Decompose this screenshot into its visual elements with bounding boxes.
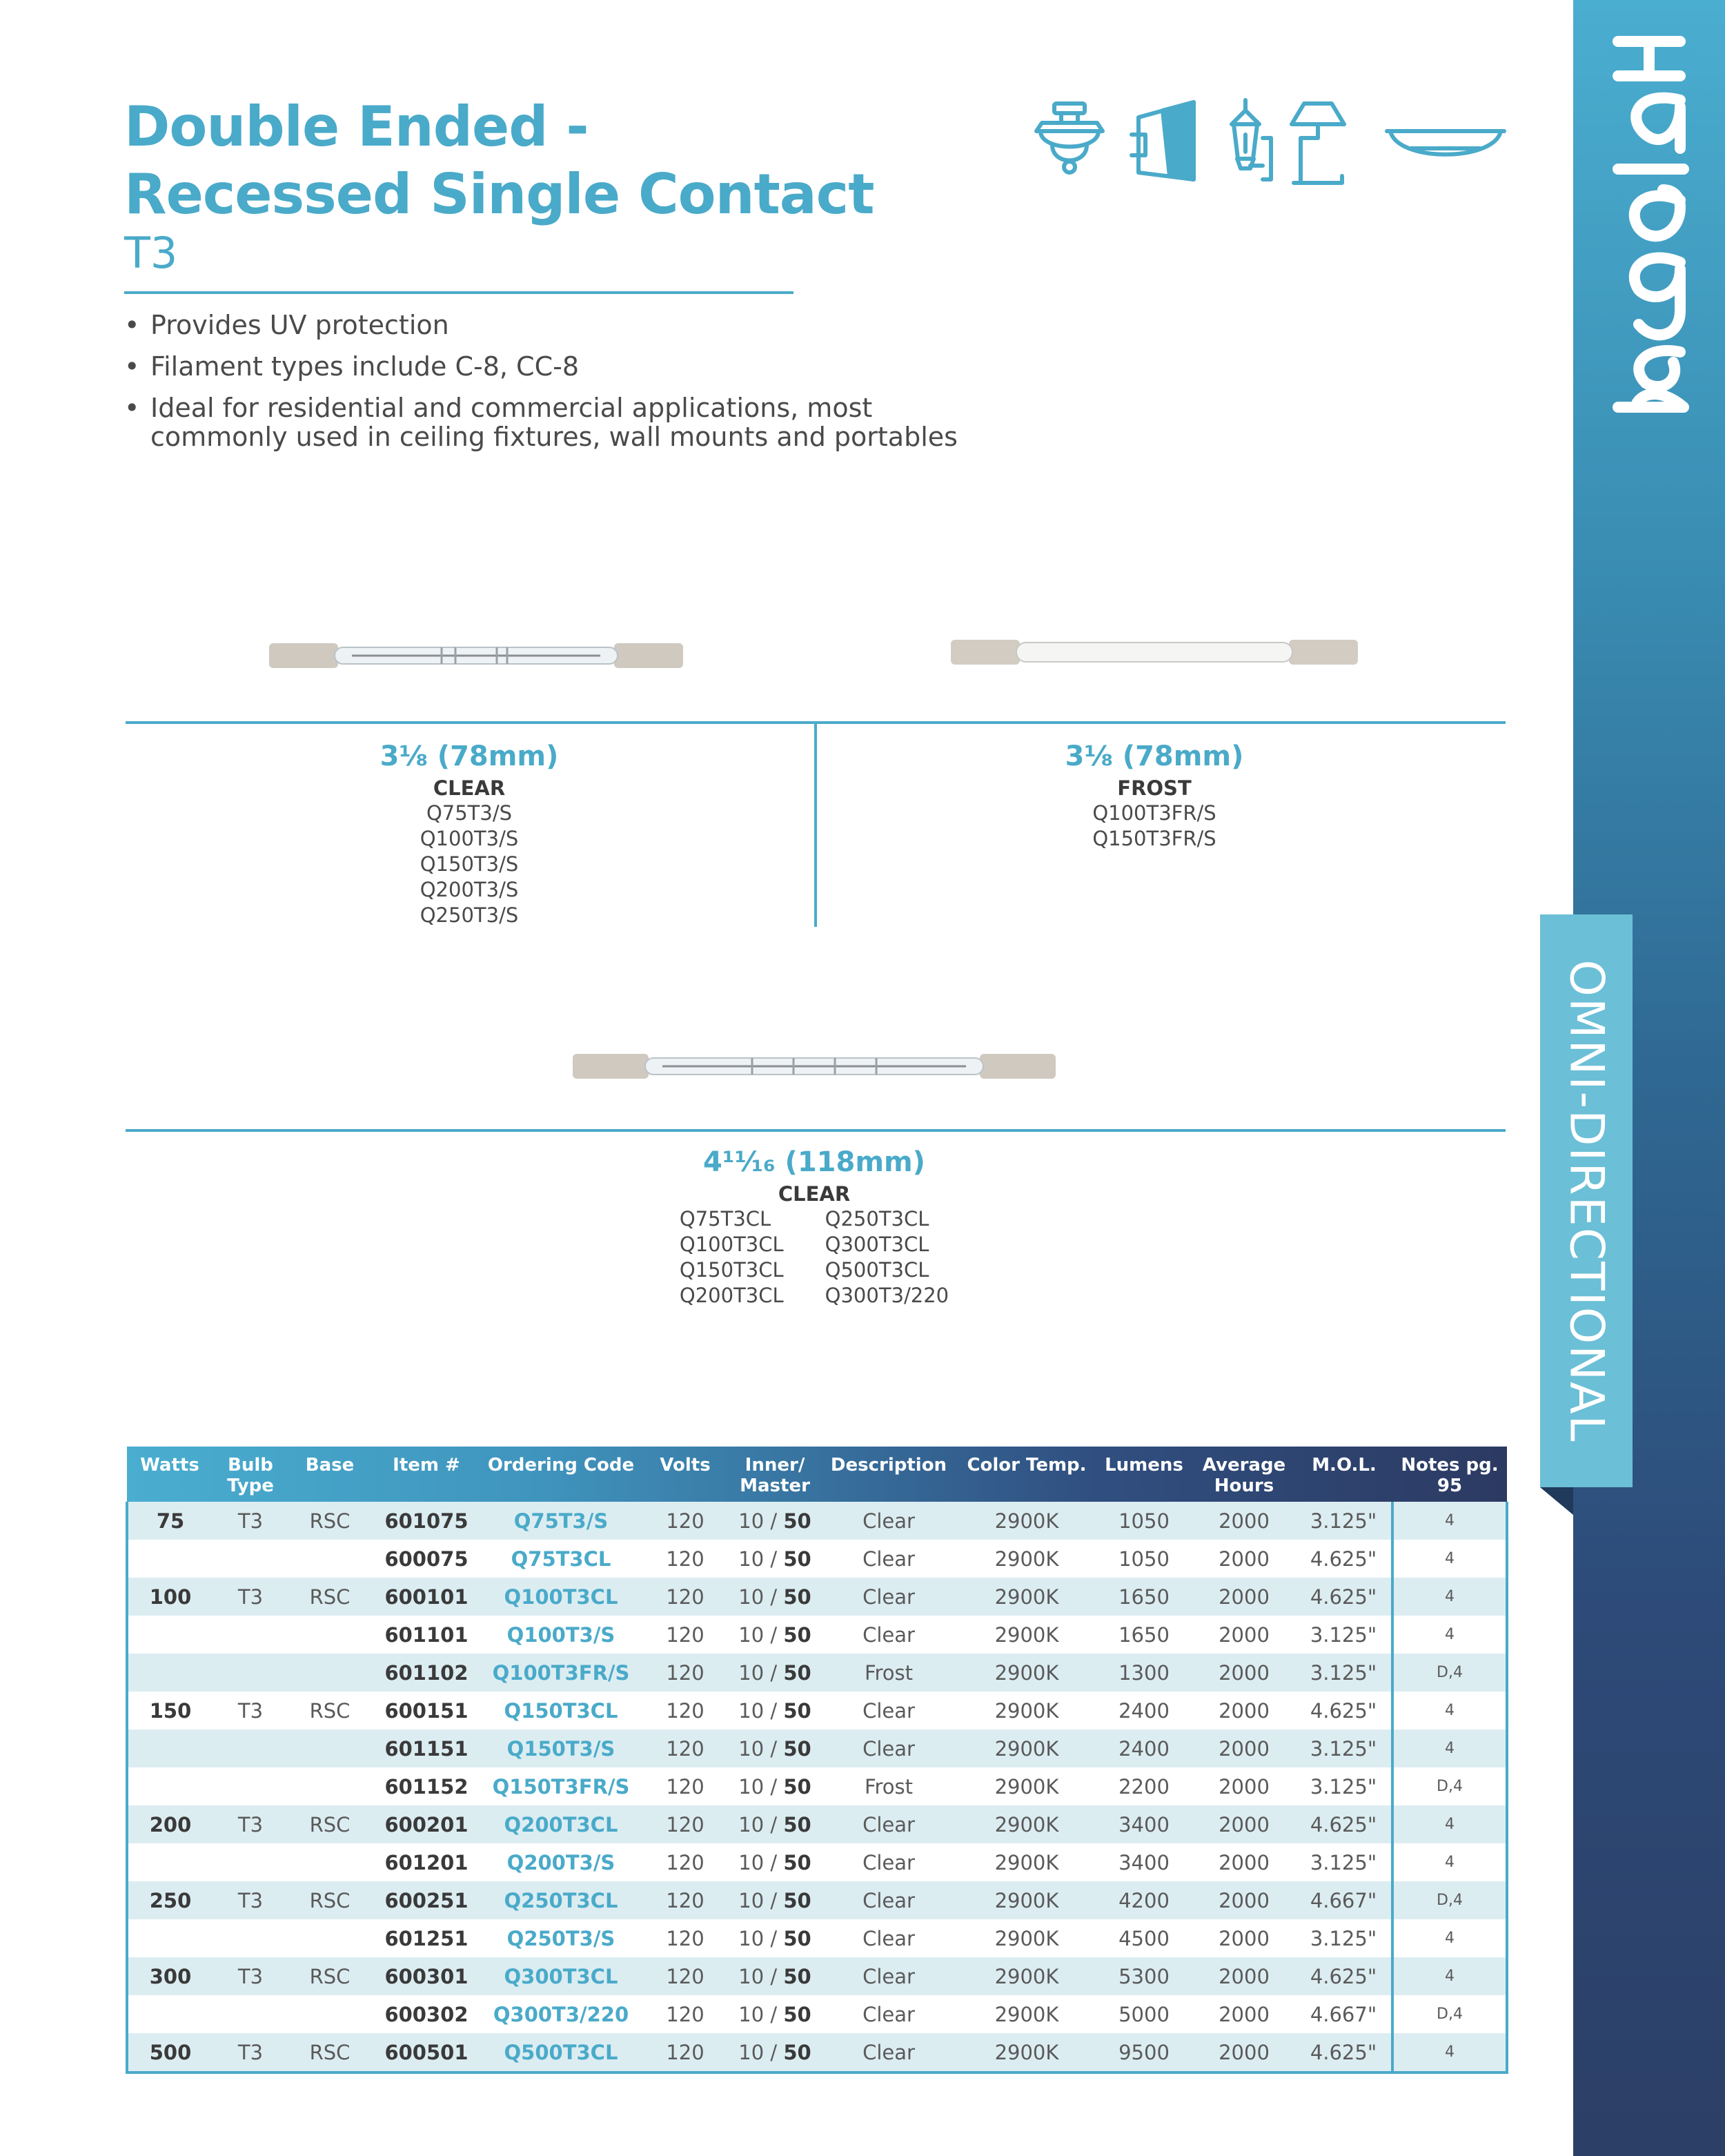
col-lumens: Lumens — [1105, 1455, 1183, 1476]
section-divider — [126, 1129, 1506, 1132]
table-row — [127, 1616, 1507, 1654]
cell-inner-master: 10 / 50 — [738, 1926, 811, 1950]
cell-color-temp: 2900K — [994, 1812, 1059, 1836]
cell-color-temp: 2900K — [994, 1698, 1059, 1723]
cell-mol: 4.625" — [1310, 2040, 1377, 2064]
cell-item: 600201 — [384, 1812, 469, 1836]
cell-lumens: 9500 — [1118, 2040, 1170, 2064]
cell-mol: 4.667" — [1310, 2002, 1377, 2026]
cell-inner-master: 10 / 50 — [738, 2040, 811, 2064]
cell-watts: 300 — [149, 1964, 192, 1988]
cell-lumens: 2400 — [1118, 1736, 1170, 1761]
cell-inner-master: 10 / 50 — [738, 1585, 811, 1609]
feature-item: • Ideal for residential and commercial applications, most commonly used in ceiling fixtures, wall mounts and portables — [124, 393, 1006, 451]
code-list — [262, 801, 676, 928]
cell-notes: 4 — [1392, 1919, 1507, 1957]
cell-bulb-type — [213, 1843, 288, 1881]
cell-notes: D,4 — [1392, 1881, 1507, 1919]
cell-mol: 4.625" — [1310, 1964, 1377, 1988]
cell-item: 600251 — [384, 1888, 469, 1912]
cell-base: RSC — [309, 2040, 351, 2064]
frost-78mm-bulb-image — [951, 631, 1358, 673]
cell-notes: 4 — [1392, 1616, 1507, 1654]
cell-description: Clear — [862, 1964, 915, 1988]
cell-volts: 120 — [666, 1509, 704, 1533]
cell-inner-master: 10 / 50 — [738, 1623, 811, 1647]
cell-notes: D,4 — [1392, 1654, 1507, 1692]
cell-lumens: 2400 — [1118, 1698, 1170, 1723]
clear-78mm-section — [262, 740, 676, 928]
cell-watts — [127, 1540, 213, 1578]
frost-78mm-section — [947, 740, 1361, 852]
cell-base — [288, 1995, 371, 2033]
cell-mol: 3.125" — [1310, 1774, 1377, 1799]
cell-watts — [127, 1919, 213, 1957]
cell-base — [288, 1616, 371, 1654]
cell-mol: 4.625" — [1310, 1547, 1377, 1571]
cell-item: 600151 — [384, 1698, 469, 1723]
clear-118mm-bulb-image — [573, 1046, 1056, 1087]
col-average-hours: Average Hours — [1202, 1455, 1286, 1496]
col-description: Description — [830, 1455, 947, 1476]
cell-item: 601151 — [384, 1736, 469, 1761]
cell-notes: 4 — [1392, 1843, 1507, 1881]
table-row — [127, 1995, 1507, 2033]
cell-mol: 4.625" — [1310, 1698, 1377, 1723]
col-bulb-type: Bulb Type — [227, 1455, 274, 1496]
clear-118mm-section — [607, 1146, 1021, 1309]
cell-description: Clear — [862, 1509, 915, 1533]
cell-description: Clear — [862, 1547, 915, 1571]
col-inner-master: Inner/ Master — [740, 1455, 810, 1496]
title-divider — [124, 291, 793, 294]
cell-watts: 100 — [149, 1585, 192, 1609]
cell-inner-master: 10 / 50 — [738, 1660, 811, 1685]
cell-inner-master: 10 / 50 — [738, 1888, 811, 1912]
code-column-right — [825, 1206, 949, 1309]
code-item: Q75T3CL — [679, 1207, 771, 1231]
cell-ordering-code: Q150T3/S — [506, 1736, 615, 1761]
cell-bulb-type: T3 — [237, 1698, 264, 1723]
cell-item: 600301 — [384, 1964, 469, 1988]
cell-mol: 3.125" — [1310, 1736, 1377, 1761]
col-watts: Watts — [140, 1455, 199, 1476]
category-tab-fold — [1540, 1487, 1573, 1515]
cell-item: 601152 — [384, 1774, 469, 1799]
cell-notes: 4 — [1392, 1578, 1507, 1616]
cell-ordering-code: Q150T3CL — [504, 1698, 618, 1723]
cell-watts — [127, 1995, 213, 2033]
cell-base — [288, 1540, 371, 1578]
cell-ordering-code: Q500T3CL — [504, 2040, 618, 2064]
cell-color-temp: 2900K — [994, 1509, 1059, 1533]
cell-color-temp: 2900K — [994, 1623, 1059, 1647]
cell-base: RSC — [309, 1509, 351, 1533]
code-item: Q300T3CL — [825, 1233, 929, 1256]
table-row — [127, 1692, 1507, 1729]
cell-item: 600501 — [384, 2040, 469, 2064]
cell-watts: 250 — [149, 1888, 192, 1912]
table-row — [127, 1729, 1507, 1767]
cell-base: RSC — [309, 1698, 351, 1723]
cell-description: Frost — [864, 1774, 914, 1799]
code-item: Q250T3/S — [420, 903, 519, 927]
cell-inner-master: 10 / 50 — [738, 1547, 811, 1571]
cell-bulb-type — [213, 1919, 288, 1957]
cell-inner-master: 10 / 50 — [738, 1774, 811, 1799]
cell-base — [288, 1767, 371, 1805]
cell-bulb-type: T3 — [237, 2040, 264, 2064]
cell-description: Clear — [862, 1623, 915, 1647]
col-mol: M.O.L. — [1312, 1455, 1377, 1476]
cell-average-hours: 2000 — [1219, 1774, 1270, 1799]
cell-item: 601102 — [384, 1660, 469, 1685]
code-column-left — [680, 1206, 784, 1309]
feature-item: • Filament types include C-8, CC-8 — [124, 352, 1021, 381]
cell-ordering-code: Q300T3/220 — [493, 2002, 629, 2026]
cell-volts: 120 — [666, 1850, 704, 1874]
cell-ordering-code: Q200T3/S — [506, 1850, 615, 1874]
clear-78mm-bulb-image — [269, 635, 683, 676]
cell-average-hours: 2000 — [1219, 1850, 1270, 1874]
cell-ordering-code: Q150T3FR/S — [492, 1774, 630, 1799]
title-line-2: Recessed Single Contact — [124, 162, 874, 226]
cell-volts: 120 — [666, 1585, 704, 1609]
cell-lumens: 4200 — [1118, 1888, 1170, 1912]
code-item: Q150T3CL — [679, 1258, 784, 1282]
cell-bulb-type: T3 — [237, 1812, 264, 1836]
cell-inner-master: 10 / 50 — [738, 2002, 811, 2026]
code-item: Q150T3FR/S — [1092, 827, 1216, 850]
cell-color-temp: 2900K — [994, 1926, 1059, 1950]
code-item: Q300T3/220 — [825, 1284, 949, 1307]
cell-ordering-code: Q75T3CL — [511, 1547, 611, 1571]
table-header-row — [127, 1447, 1507, 1502]
table-row — [127, 1843, 1507, 1881]
cell-watts: 150 — [149, 1698, 192, 1723]
cell-base: RSC — [309, 1585, 351, 1609]
cell-bulb-type: T3 — [237, 1509, 264, 1533]
table-row — [127, 1957, 1507, 1995]
cell-color-temp: 2900K — [994, 1547, 1059, 1571]
code-item: Q200T3/S — [420, 878, 519, 901]
cell-volts: 120 — [666, 1774, 704, 1799]
cell-lumens: 1050 — [1118, 1509, 1170, 1533]
cell-color-temp: 2900K — [994, 1850, 1059, 1874]
col-ordering-code: Ordering Code — [487, 1455, 635, 1476]
cell-inner-master: 10 / 50 — [738, 1698, 811, 1723]
cell-mol: 3.125" — [1310, 1850, 1377, 1874]
table-body — [127, 1502, 1507, 2072]
cell-notes: 4 — [1392, 1502, 1507, 1540]
cell-mol: 3.125" — [1310, 1509, 1377, 1533]
table-row — [127, 1919, 1507, 1957]
cell-average-hours: 2000 — [1219, 1888, 1270, 1912]
cell-inner-master: 10 / 50 — [738, 1964, 811, 1988]
cell-base — [288, 1843, 371, 1881]
cell-description: Clear — [862, 1812, 915, 1836]
cell-average-hours: 2000 — [1219, 1623, 1270, 1647]
cell-average-hours: 2000 — [1219, 1660, 1270, 1685]
cell-description: Clear — [862, 1736, 915, 1761]
table-row — [127, 1767, 1507, 1805]
cell-color-temp: 2900K — [994, 1888, 1059, 1912]
cell-watts — [127, 1654, 213, 1692]
cell-bulb-type — [213, 1540, 288, 1578]
table-row — [127, 1540, 1507, 1578]
code-item: Q150T3/S — [420, 852, 519, 876]
cell-average-hours: 2000 — [1219, 1812, 1270, 1836]
page-title — [124, 93, 883, 228]
ceiling-fixture-icon — [1036, 104, 1103, 173]
bowl-fixture-icon — [1387, 131, 1504, 155]
cell-lumens: 1300 — [1118, 1660, 1170, 1685]
cell-base: RSC — [309, 1888, 351, 1912]
cell-volts: 120 — [666, 1964, 704, 1988]
cell-lumens: 1650 — [1118, 1623, 1170, 1647]
cell-color-temp: 2900K — [994, 2040, 1059, 2064]
table-row — [127, 1805, 1507, 1843]
cell-description: Clear — [862, 1698, 915, 1723]
cell-average-hours: 2000 — [1219, 1585, 1270, 1609]
cell-base — [288, 1919, 371, 1957]
cell-average-hours: 2000 — [1219, 1736, 1270, 1761]
cell-notes: 4 — [1392, 1805, 1507, 1843]
wall-lantern-icon — [1232, 100, 1271, 179]
col-notes: Notes pg. 95 — [1401, 1455, 1499, 1496]
cell-lumens: 2200 — [1118, 1774, 1170, 1799]
cell-average-hours: 2000 — [1219, 2002, 1270, 2026]
cell-lumens: 1650 — [1118, 1585, 1170, 1609]
feature-item: • Provides UV protection — [124, 311, 1021, 340]
cell-item: 601101 — [384, 1623, 469, 1647]
cell-bulb-type: T3 — [237, 1585, 264, 1609]
cell-inner-master: 10 / 50 — [738, 1850, 811, 1874]
cell-ordering-code: Q100T3CL — [504, 1585, 618, 1609]
cell-mol: 4.625" — [1310, 1585, 1377, 1609]
cell-inner-master: 10 / 50 — [738, 1812, 811, 1836]
cell-bulb-type: T3 — [237, 1888, 264, 1912]
code-item: Q200T3CL — [679, 1284, 784, 1307]
cell-volts: 120 — [666, 1660, 704, 1685]
cell-color-temp: 2900K — [994, 1964, 1059, 1988]
cell-color-temp: 2900K — [994, 2002, 1059, 2026]
cell-lumens: 3400 — [1118, 1850, 1170, 1874]
cell-color-temp: 2900K — [994, 1736, 1059, 1761]
cell-ordering-code: Q250T3CL — [504, 1888, 618, 1912]
cell-lumens: 3400 — [1118, 1812, 1170, 1836]
cell-description: Clear — [862, 1850, 915, 1874]
cell-bulb-type: T3 — [237, 1964, 264, 1988]
cell-watts: 500 — [149, 2040, 192, 2064]
cell-notes: 4 — [1392, 2033, 1507, 2072]
cell-base: RSC — [309, 1812, 351, 1836]
cell-mol: 4.667" — [1310, 1888, 1377, 1912]
feature-list — [124, 311, 1021, 464]
cell-volts: 120 — [666, 1926, 704, 1950]
cell-item: 600075 — [384, 1547, 469, 1571]
cell-average-hours: 2000 — [1219, 2040, 1270, 2064]
cell-notes: 4 — [1392, 1692, 1507, 1729]
cell-ordering-code: Q100T3FR/S — [492, 1660, 630, 1685]
cell-ordering-code: Q250T3/S — [506, 1926, 615, 1950]
code-item: Q100T3/S — [420, 827, 519, 850]
table-row — [127, 1578, 1507, 1616]
cell-notes: D,4 — [1392, 1767, 1507, 1805]
code-item: Q250T3CL — [825, 1207, 929, 1231]
cell-lumens: 4500 — [1118, 1926, 1170, 1950]
table-row — [127, 2033, 1507, 2072]
cell-lumens: 5000 — [1118, 2002, 1170, 2026]
cell-notes: 4 — [1392, 1957, 1507, 1995]
column-divider — [814, 723, 817, 927]
cell-color-temp: 2900K — [994, 1774, 1059, 1799]
wall-lamp-icon — [1292, 104, 1344, 183]
code-list — [607, 1206, 1021, 1309]
fixture-icons — [1028, 97, 1511, 200]
code-item: Q500T3CL — [825, 1258, 929, 1282]
cell-description: Frost — [864, 1660, 914, 1685]
cell-lumens: 5300 — [1118, 1964, 1170, 1988]
halogen-script-logo — [1597, 21, 1701, 421]
cell-notes: D,4 — [1392, 1995, 1507, 2033]
finish-label: CLEAR — [778, 1182, 851, 1206]
cell-volts: 120 — [666, 1623, 704, 1647]
cell-item: 601075 — [384, 1509, 469, 1533]
cell-watts: 200 — [149, 1812, 192, 1836]
title-line-1: Double Ended - — [124, 95, 589, 159]
cell-item: 601251 — [384, 1926, 469, 1950]
size-label: 3⅛ (78mm) — [379, 741, 559, 772]
cell-item: 601201 — [384, 1850, 469, 1874]
cell-volts: 120 — [666, 1812, 704, 1836]
code-item: Q100T3FR/S — [1092, 801, 1216, 825]
wall-mount-icon — [1132, 102, 1194, 179]
cell-watts — [127, 1843, 213, 1881]
table-row — [127, 1502, 1507, 1540]
cell-ordering-code: Q100T3/S — [506, 1623, 615, 1647]
finish-label: CLEAR — [433, 776, 506, 800]
cell-volts: 120 — [666, 1888, 704, 1912]
cell-description: Clear — [862, 1585, 915, 1609]
cell-bulb-type — [213, 1616, 288, 1654]
cell-inner-master: 10 / 50 — [738, 1736, 811, 1761]
bulb-shape-subtitle: T3 — [124, 228, 178, 278]
cell-mol: 3.125" — [1310, 1926, 1377, 1950]
table-row — [127, 1654, 1507, 1692]
cell-bulb-type — [213, 1995, 288, 2033]
cell-ordering-code: Q300T3CL — [504, 1964, 618, 1988]
cell-volts: 120 — [666, 2002, 704, 2026]
cell-bulb-type — [213, 1654, 288, 1692]
cell-color-temp: 2900K — [994, 1660, 1059, 1685]
code-list — [947, 801, 1361, 852]
cell-average-hours: 2000 — [1219, 1926, 1270, 1950]
cell-base — [288, 1729, 371, 1767]
cell-description: Clear — [862, 1888, 915, 1912]
cell-item: 600101 — [384, 1585, 469, 1609]
col-base: Base — [305, 1455, 355, 1476]
cell-description: Clear — [862, 2002, 915, 2026]
cell-watts — [127, 1616, 213, 1654]
cell-notes: 4 — [1392, 1540, 1507, 1578]
code-item: Q75T3/S — [426, 801, 513, 825]
cell-bulb-type — [213, 1729, 288, 1767]
cell-volts: 120 — [666, 1736, 704, 1761]
size-label: 3⅛ (78mm) — [1065, 741, 1244, 772]
code-item: Q100T3CL — [679, 1233, 784, 1256]
cell-average-hours: 2000 — [1219, 1964, 1270, 1988]
cell-ordering-code: Q200T3CL — [504, 1812, 618, 1836]
spec-table — [126, 1447, 1508, 2074]
cell-watts — [127, 1729, 213, 1767]
cell-volts: 120 — [666, 1547, 704, 1571]
cell-volts: 120 — [666, 2040, 704, 2064]
finish-label: FROST — [1117, 776, 1192, 800]
cell-notes: 4 — [1392, 1729, 1507, 1767]
cell-base: RSC — [309, 1964, 351, 1988]
svg-text:Halogen: Halogen — [1649, 404, 1695, 417]
col-volts: Volts — [660, 1455, 711, 1476]
cell-bulb-type — [213, 1767, 288, 1805]
category-tab-label: OMNI-DIRECTIONAL — [1559, 959, 1614, 1443]
cell-item: 600302 — [384, 2002, 469, 2026]
size-label: 4¹¹⁄₁₆ (118mm) — [703, 1146, 925, 1178]
cell-inner-master: 10 / 50 — [738, 1509, 811, 1533]
col-item: Item # — [393, 1455, 460, 1476]
cell-base — [288, 1654, 371, 1692]
col-color-temp: Color Temp. — [967, 1455, 1087, 1476]
cell-color-temp: 2900K — [994, 1585, 1059, 1609]
cell-ordering-code: Q75T3/S — [513, 1509, 609, 1533]
cell-description: Clear — [862, 1926, 915, 1950]
table-row — [127, 1881, 1507, 1919]
cell-mol: 3.125" — [1310, 1623, 1377, 1647]
cell-lumens: 1050 — [1118, 1547, 1170, 1571]
cell-volts: 120 — [666, 1698, 704, 1723]
cell-mol: 3.125" — [1310, 1660, 1377, 1685]
cell-average-hours: 2000 — [1219, 1698, 1270, 1723]
cell-average-hours: 2000 — [1219, 1547, 1270, 1571]
cell-average-hours: 2000 — [1219, 1509, 1270, 1533]
cell-mol: 4.625" — [1310, 1812, 1377, 1836]
cell-watts — [127, 1767, 213, 1805]
cell-watts: 75 — [156, 1509, 185, 1533]
cell-description: Clear — [862, 2040, 915, 2064]
